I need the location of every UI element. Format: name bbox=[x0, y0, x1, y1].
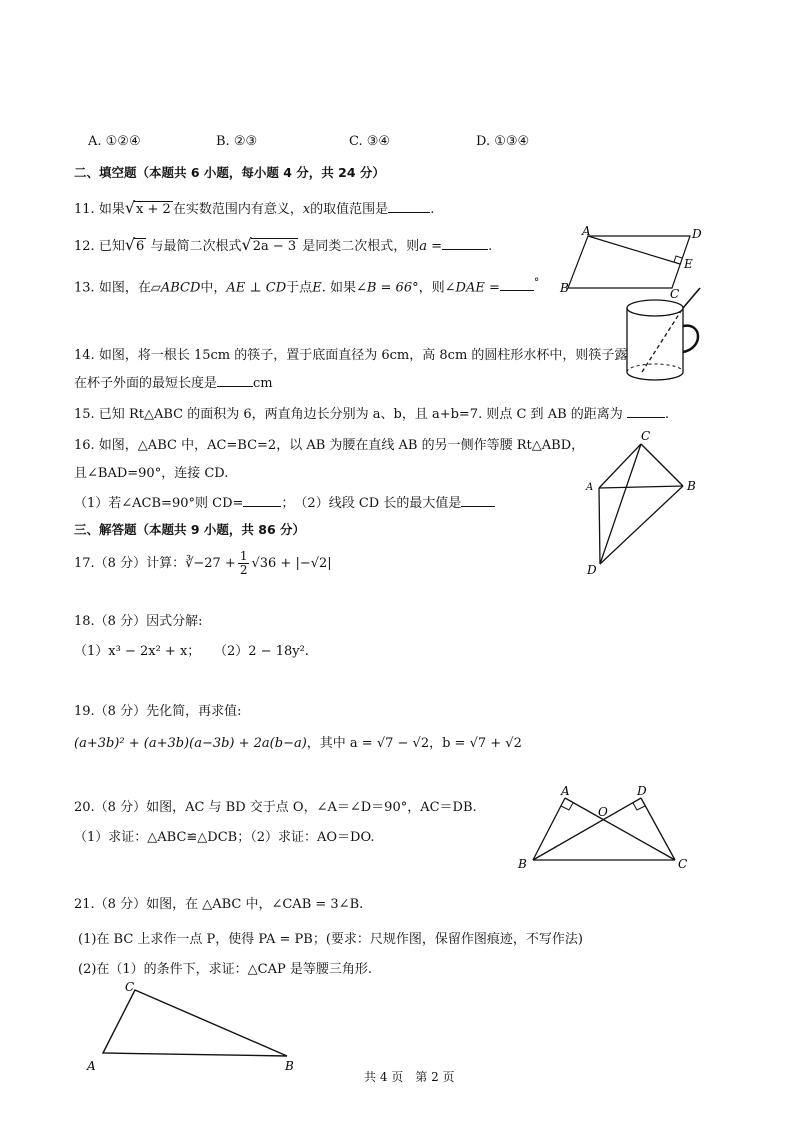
fig-label-c: C bbox=[641, 429, 651, 443]
fig-label-c: C bbox=[670, 287, 680, 301]
question-15: 15. 已知 Rt△ABC 的面积为 6，两直角边长分别为 a、b，且 a+b=7. 则点 C 到 AB 的距离为 . bbox=[74, 407, 670, 422]
question-19-expression: (a+3b)² + (a+3b)(a−3b) + 2a(b−a)，其中 a = √7 − √2，b = √7 + √2 bbox=[74, 736, 522, 751]
question-20-parts: （1）求证：△ABC≌△DCB；（2）求证：AO＝DO. bbox=[74, 830, 375, 845]
question-20-title: 20.（8 分）如图，AC 与 BD 交于点 O，∠A＝∠D＝90°，AC＝DB. bbox=[74, 800, 477, 815]
choice-b: B. ②③ bbox=[216, 134, 258, 149]
question-21-part1: (1)在 BC 上求作一点 P，使得 PA = PB；(要求：尺规作图，保留作图痕迹，不写作法) bbox=[78, 932, 583, 947]
fig-label-c: C bbox=[678, 857, 688, 871]
cup-with-chopstick-figure bbox=[622, 286, 712, 386]
question-17: 17.（8 分）计算：∛−27 + $\frac{1}{2}$ √36 + |−√2| bbox=[74, 549, 332, 577]
fig-label-e: E bbox=[684, 257, 693, 271]
section-solve-heading: 三、解答题（本题共 9 小题，共 86 分） bbox=[74, 522, 306, 537]
fig-label-b: B bbox=[687, 479, 696, 493]
question-12: 12. 已知√6 与最简二次根式√2a − 3 是同类二次根式，则a = . bbox=[74, 235, 493, 254]
fig-label-c: C bbox=[125, 980, 135, 994]
choice-d: D. ①③④ bbox=[476, 134, 530, 149]
question-13: 13. 如图，在▱ABCD中，AE ⊥ CD于点E. 如果∠B = 66°，则∠DAE = ° bbox=[74, 276, 540, 296]
fig-label-a: A bbox=[87, 1059, 96, 1073]
fig-label-d: D bbox=[637, 784, 647, 798]
question-16: 16. 如图，△ABC 中，AC=BC=2，以 AB 为腰在直线 AB 的另一侧作等腰 Rt△ABD， bbox=[74, 438, 585, 453]
fig-label-b: B bbox=[560, 281, 569, 295]
fig-label-b: B bbox=[518, 857, 527, 871]
fig-label-a: A bbox=[582, 224, 591, 238]
question-18-title: 18.（8 分）因式分解: bbox=[74, 614, 203, 629]
fig-label-b: B bbox=[285, 1059, 294, 1073]
question-21-part2: (2)在（1）的条件下，求证：△CAP 是等腰三角形. bbox=[78, 962, 373, 977]
page-footer: 共 4 页 第 2 页 bbox=[364, 1070, 455, 1084]
question-16-line2: 且∠BAD=90°，连接 CD. bbox=[74, 466, 229, 481]
fig-label-a: A bbox=[586, 482, 594, 493]
question-21-title: 21.（8 分）如图，在 △ABC 中，∠CAB = 3∠B. bbox=[74, 897, 364, 912]
question-18-part2: （2）2 − 18y². bbox=[214, 644, 309, 659]
q20-triangles-figure bbox=[515, 784, 695, 874]
choice-c: C. ③④ bbox=[349, 134, 391, 149]
question-16-parts: （1）若∠ACB=90°则 CD= ； （2）线段 CD 长的最大值是 bbox=[74, 492, 495, 511]
q16-triangle-figure bbox=[585, 428, 710, 578]
fig-label-d: D bbox=[692, 227, 702, 241]
fig-label-o: O bbox=[598, 805, 608, 819]
question-19-title: 19.（8 分）先化简，再求值: bbox=[74, 704, 242, 719]
fig-label-d: D bbox=[587, 563, 597, 577]
question-18-part1: （1）x³ − 2x² + x； bbox=[74, 644, 201, 659]
q21-triangle-figure bbox=[85, 978, 300, 1073]
section-fill-blank-heading: 二、填空题（本题共 6 小题，每小题 4 分，共 24 分） bbox=[74, 165, 385, 180]
question-14-line2: 在杯子外面的最短长度是 cm bbox=[74, 376, 273, 391]
fig-label-a: A bbox=[561, 784, 570, 798]
question-11: 11. 如果√x + 2 在实数范围内有意义，x的取值范围是 . bbox=[74, 198, 435, 217]
question-14: 14. 如图，将一根长 15cm 的筷子，置于底面直径为 6cm，高 8cm 的圆柱形水杯中，则筷子露 bbox=[74, 348, 628, 363]
choice-a: A. ①②④ bbox=[88, 134, 141, 149]
